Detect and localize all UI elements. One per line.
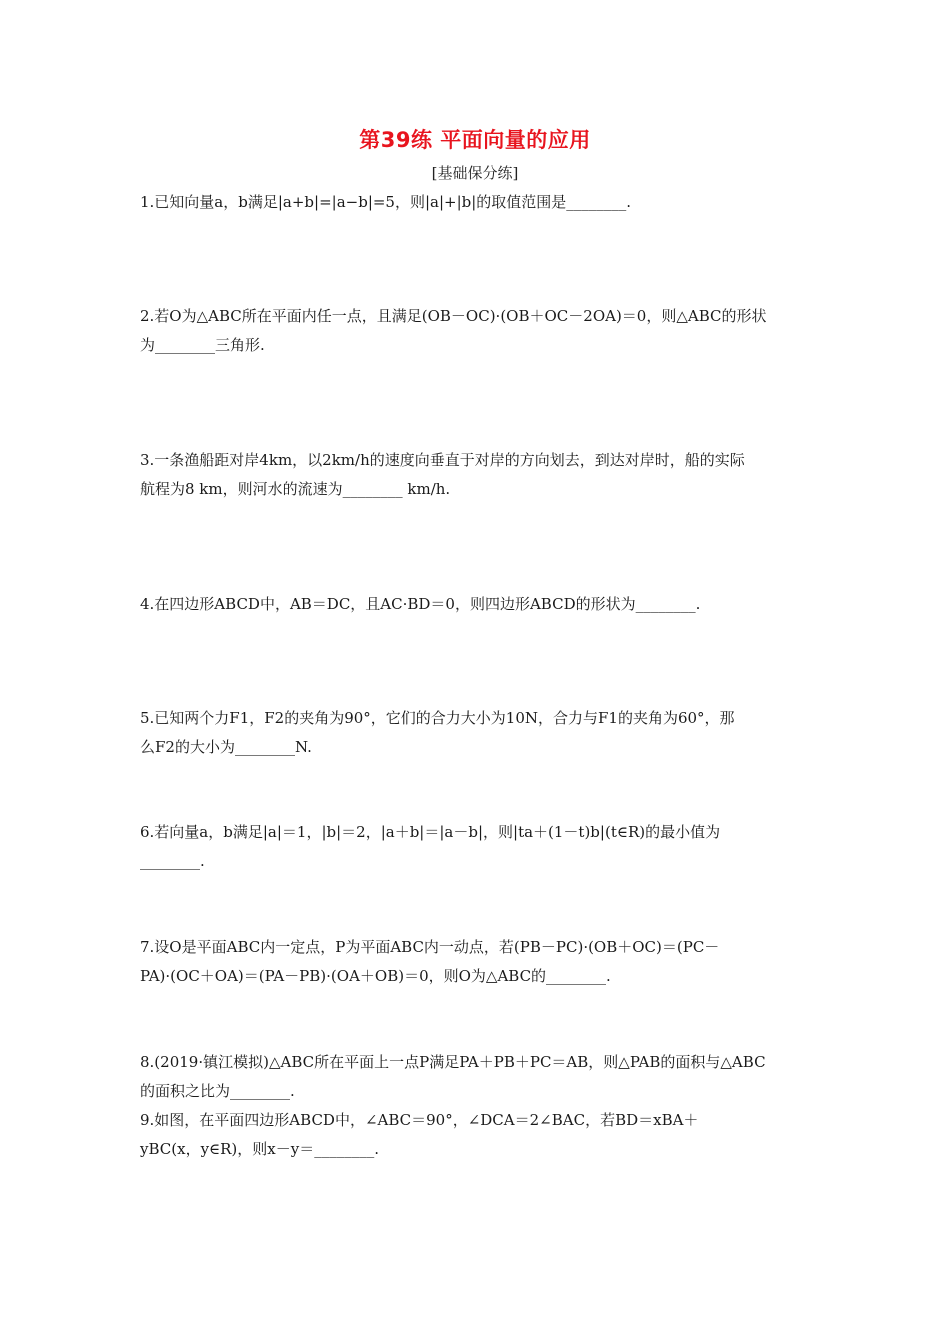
question-5 [140,704,812,762]
page-title: 第39练 平面向量的应用 [359,128,591,152]
question-7-line-2: PA)·(OC＋OA)＝(PA－PB)·(OA＋OB)＝0，则O为△ABC的________. [140,967,611,985]
question-8 [140,1048,812,1106]
question-9 [140,1106,812,1164]
question-7 [140,933,812,991]
question-8-line-1: 8.(2019·镇江模拟)△ABC所在平面上一点P满足PA＋PB＋PC＝AB，则△PAB的面积与△ABC [140,1053,766,1071]
question-4-line-1: 4.在四边形ABCD中，AB＝DC，且AC·BD＝0，则四边形ABCD的形状为________. [140,595,701,613]
question-9-line-1: 9.如图，在平面四边形ABCD中，∠ABC＝90°，∠DCA＝2∠BAC，若BD＝xBA＋ [140,1111,699,1129]
question-1 [140,188,812,217]
question-8-line-2: 的面积之比为________. [140,1082,295,1100]
question-6 [140,818,812,876]
question-2-line-1: 2.若O为△ABC所在平面内任一点，且满足(OB－OC)·(OB＋OC－2OA)＝0，则△ABC的形状 [140,307,767,325]
question-7-line-1: 7.设O是平面ABC内一定点，P为平面ABC内一动点，若(PB－PC)·(OB＋OC)＝(PC－ [140,938,720,956]
question-2-line-2: 为________三角形. [140,336,265,354]
question-2 [140,302,812,360]
question-3 [140,446,812,504]
question-1-line-1: 1.已知向量a，b满足|a+b|=|a−b|=5，则|a|+|b|的取值范围是________. [140,193,632,211]
question-5-line-2: 么F2的大小为________N. [140,738,312,756]
question-9-line-2: yBC(x，y∈R)，则x－y＝________. [140,1140,379,1158]
question-3-line-1: 3.一条渔船距对岸4km，以2km/h的速度向垂直于对岸的方向划去，到达对岸时，船的实际 [140,451,745,469]
question-5-line-1: 5.已知两个力F1，F2的夹角为90°，它们的合力大小为10N，合力与F1的夹角为60°，那 [140,709,735,727]
question-3-line-2: 航程为8 km，则河水的流速为________ km/h. [140,480,451,498]
question-6-line-1: 6.若向量a，b满足|a|＝1，|b|＝2，|a＋b|＝|a－b|，则|ta＋(1－t)b|(t∈R)的最小值为 [140,823,721,841]
section-heading: [基础保分练] [431,164,519,182]
question-4 [140,590,812,619]
question-6-line-2: ________. [140,852,205,870]
